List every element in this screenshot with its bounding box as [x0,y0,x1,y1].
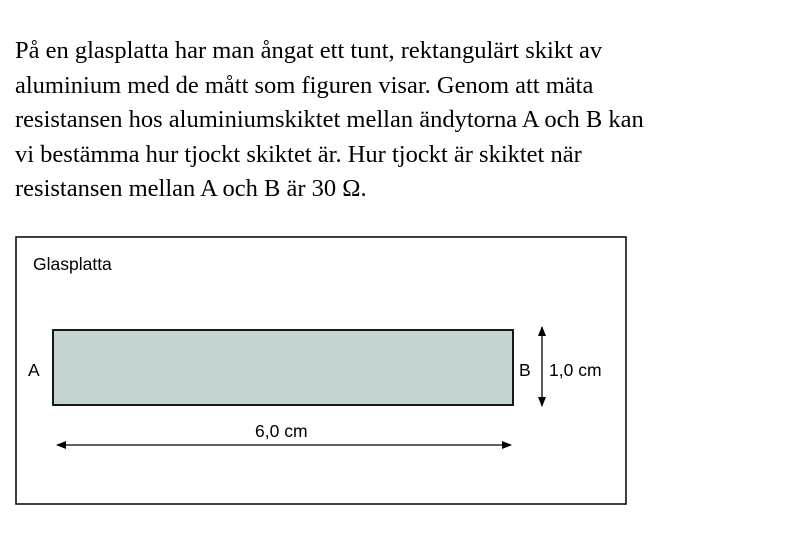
problem-line: aluminium med de mått som figuren visar. Genom att mäta [15,71,594,99]
length-dimension-label: 6,0 cm [255,421,308,441]
glass-plate-label: Glasplatta [33,254,112,274]
problem-line: vi bestämma hur tjockt skiktet är. Hur tjockt är skiktet när [15,140,582,168]
problem-line: resistansen hos aluminiumskiktet mellan ändytorna A och B kan [15,106,644,133]
end-b-label: B [519,360,531,380]
width-dimension-label: 1,0 cm [549,360,602,380]
end-a-label: A [28,360,40,380]
aluminium-layer [53,330,513,405]
problem-line: resistansen mellan A och B är 30 Ω. [15,175,367,202]
problem-line: På en glasplatta har man ångat ett tunt, rektangulärt skikt av [15,37,603,64]
